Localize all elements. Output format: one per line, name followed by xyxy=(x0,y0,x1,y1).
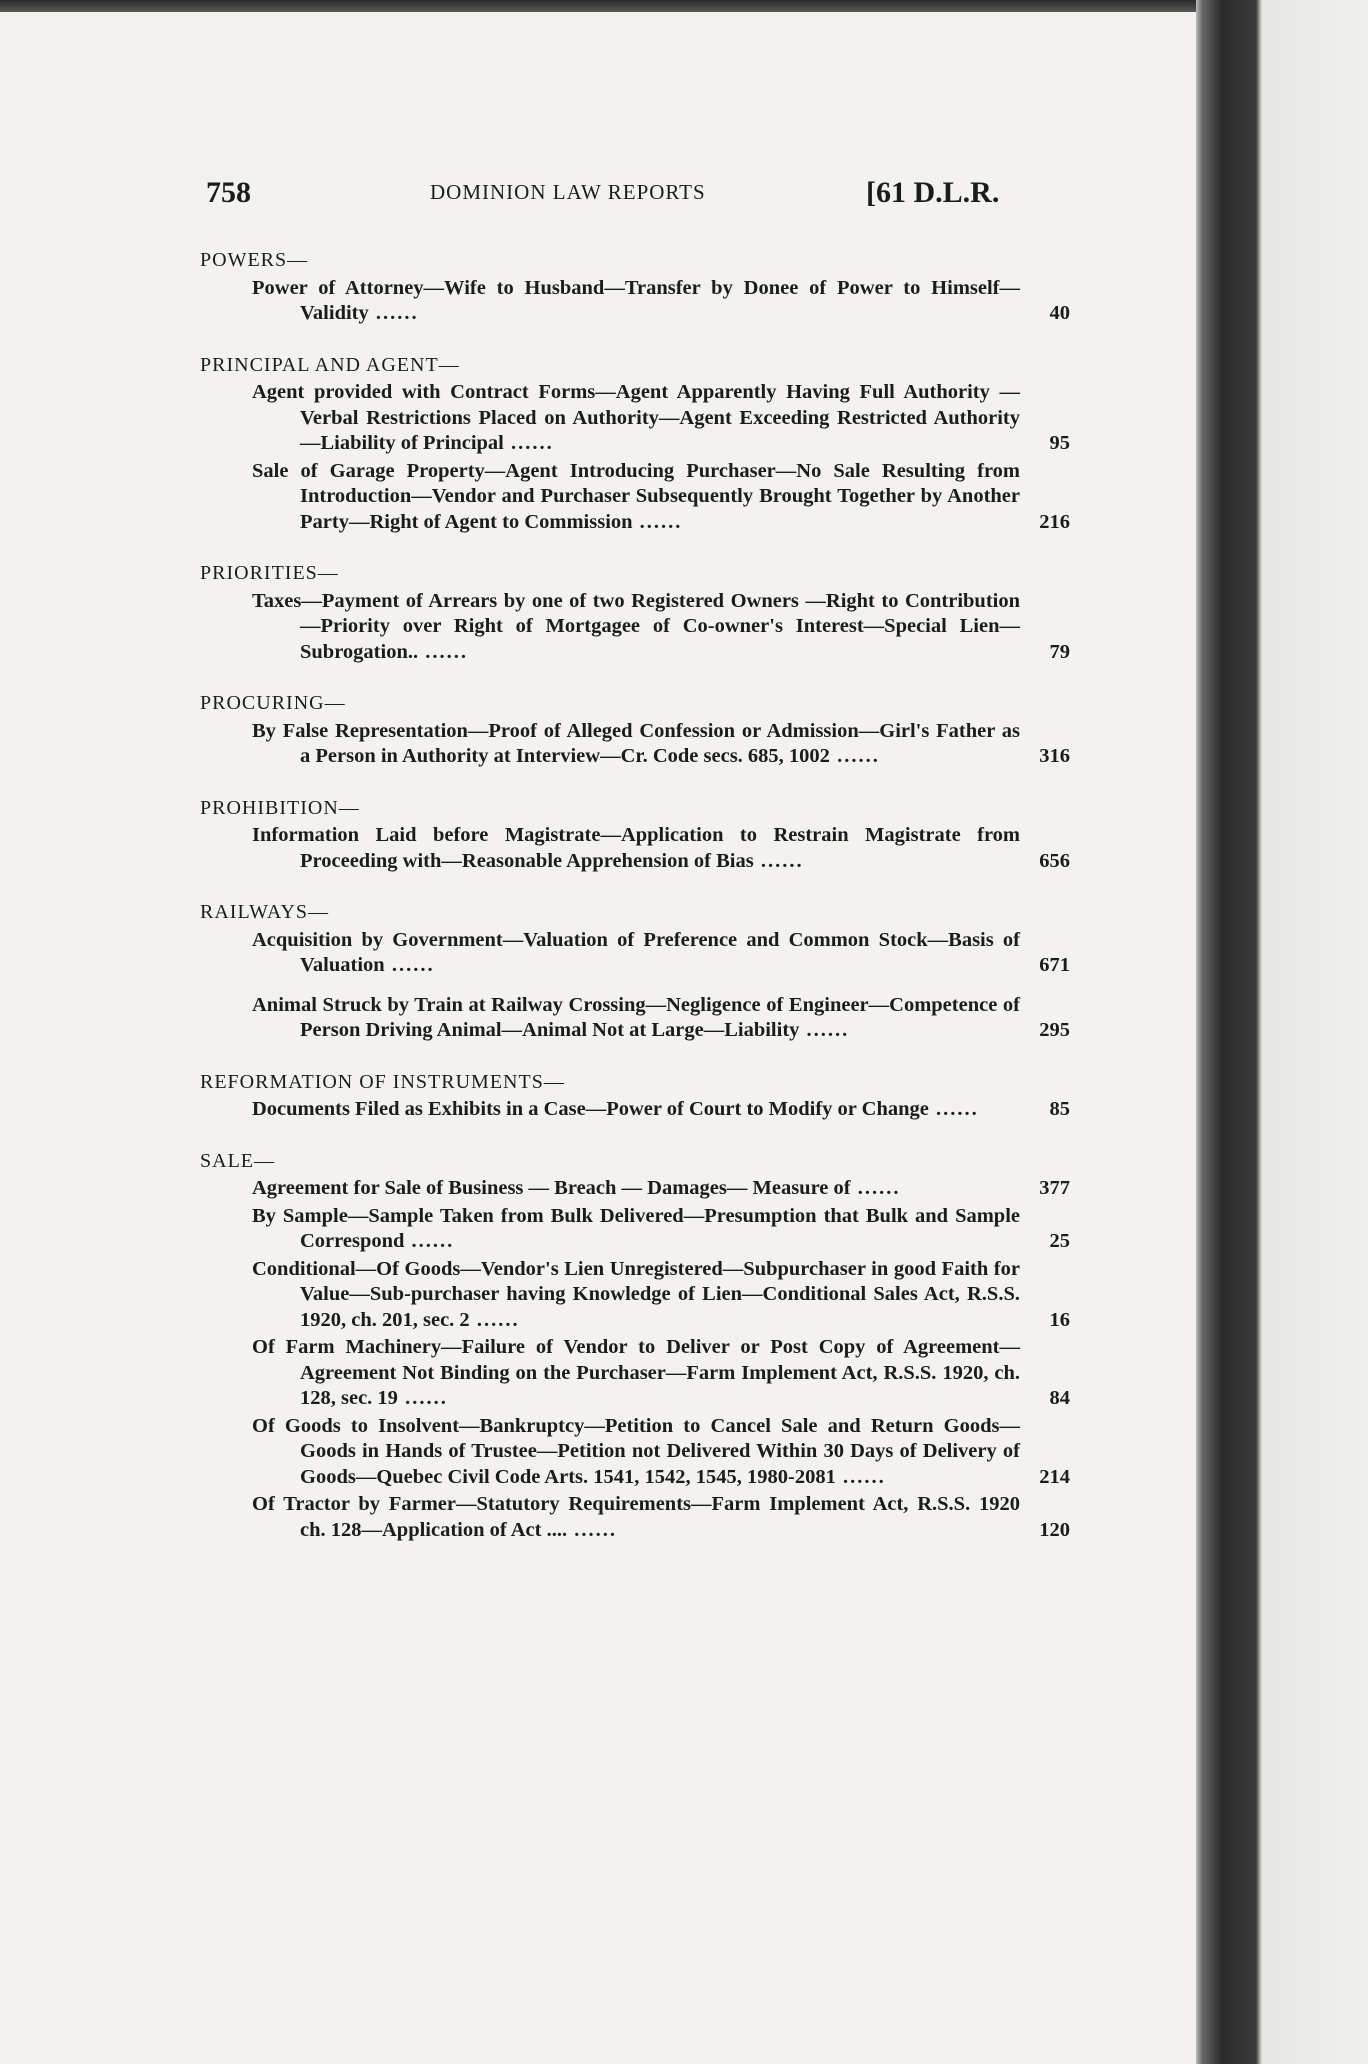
entry-page-number: 214 xyxy=(1039,1465,1070,1488)
entry-text: Conditional—Of Goods—Vendor's Lien Unregistered—Subpurchaser in good Faith for Value—Sub-purchaser having Knowledge of Lien—Conditional Sales Act, R.S.S. 1920, ch. 201, sec. 2 xyxy=(252,1257,1020,1331)
dot-leader: ...... xyxy=(368,302,419,324)
index-entry xyxy=(252,1176,1070,1202)
index-entry xyxy=(252,1492,1070,1543)
index-entry xyxy=(252,823,1070,874)
index-entry xyxy=(252,928,1070,979)
section-heading: RAILWAYS— xyxy=(200,901,330,923)
entry-text: Information Laid before Magistrate—Application to Restrain Magistrate from Proceeding with—Reasonable Apprehension of Bias xyxy=(252,824,1020,872)
entry-page-number: 40 xyxy=(1049,302,1070,324)
entry-text: By False Representation—Proof of Alleged Confession or Admission—Girl's Father as a Person in Authority at Interview—Cr. Code secs. 685, 1002 xyxy=(252,719,1020,767)
dot-leader: ...... xyxy=(753,849,804,872)
running-head xyxy=(200,170,1070,218)
section-heading: SALE— xyxy=(200,1149,275,1172)
entry-page-number: 84 xyxy=(1049,1387,1070,1409)
index-entry xyxy=(252,1414,1070,1491)
dot-leader: ...... xyxy=(503,432,554,454)
index-entry xyxy=(252,993,1070,1044)
index-entry xyxy=(252,589,1070,666)
index-entry xyxy=(252,1257,1070,1334)
index-section xyxy=(200,561,1070,665)
index-entry xyxy=(252,719,1070,770)
volume-reference: [61 D.L.R. xyxy=(866,176,1000,209)
index-entry xyxy=(252,1335,1070,1412)
entry-text: Animal Struck by Train at Railway Crossing—Negligence of Engineer—Competence of Person Driving Animal—Animal Not at Large—Liability xyxy=(252,993,1020,1041)
index-section xyxy=(200,1070,1070,1123)
dot-leader: ...... xyxy=(928,1098,979,1120)
index-section xyxy=(200,796,1070,875)
index-section xyxy=(200,691,1070,770)
index-entry xyxy=(252,1097,1070,1123)
entry-page-number: 120 xyxy=(1039,1518,1070,1541)
index-section xyxy=(200,900,1070,1044)
index-entry xyxy=(252,1204,1070,1255)
book-page xyxy=(200,170,1070,1569)
dot-leader: ...... xyxy=(632,510,683,533)
entry-text: Of Tractor by Farmer—Statutory Requirements—Farm Implement Act, R.S.S. 1920 ch. 128—Application of Act .... xyxy=(252,1493,1020,1541)
dot-leader: ...... xyxy=(850,1177,901,1199)
section-heading: POWERS— xyxy=(200,249,309,271)
entry-page-number: 671 xyxy=(1039,954,1070,976)
book-spine-shadow xyxy=(1196,0,1368,2064)
dot-leader: ...... xyxy=(397,1387,448,1409)
journal-title: DOMINION LAW REPORTS xyxy=(430,180,706,204)
entry-page-number: 95 xyxy=(1049,432,1070,454)
entry-page-number: 656 xyxy=(1039,849,1070,872)
dot-leader: ...... xyxy=(799,1019,850,1041)
dot-leader: ...... xyxy=(567,1518,617,1541)
entry-text: Power of Attorney—Wife to Husband—Transfer by Donee of Power to Himself—Validity xyxy=(252,276,1020,324)
dot-leader: ...... xyxy=(404,1230,455,1252)
page-number: 758 xyxy=(206,176,251,209)
entry-text: Taxes—Payment of Arrears by one of two Registered Owners —Right to Contribution—Priority over Right of Mortgagee of Co-owner's Interest—Special Lien—Subrogation.. xyxy=(252,589,1020,663)
section-heading: REFORMATION OF INSTRUMENTS— xyxy=(200,1070,565,1093)
index-entry xyxy=(252,276,1070,327)
entry-page-number: 316 xyxy=(1039,745,1070,767)
index-entry xyxy=(252,380,1070,457)
entry-text: Of Goods to Insolvent—Bankruptcy—Petition to Cancel Sale and Return Goods—Goods in Hands of Trustee—Petition not Delivered Within 30 Days of Delivery of Goods—Quebec Civil Code Arts. 1541, 1542, 1545, 1980-2081 xyxy=(252,1414,1020,1488)
entry-page-number: 85 xyxy=(1049,1098,1070,1120)
section-heading: PROHIBITION— xyxy=(200,796,360,819)
entry-text: By Sample—Sample Taken from Bulk Delivered—Presumption that Bulk and Sample Correspond xyxy=(252,1204,1020,1252)
entry-text: Of Farm Machinery—Failure of Vendor to Deliver or Post Copy of Agreement—Agreement Not Binding on the Purchaser—Farm Implement Act, R.S.S. 1920, ch. 128, sec. 19 xyxy=(252,1336,1020,1409)
dot-leader: ...... xyxy=(418,640,468,663)
index-entry xyxy=(252,459,1070,536)
section-heading: PRIORITIES— xyxy=(200,562,339,584)
entry-page-number: 16 xyxy=(1049,1308,1070,1331)
index-section xyxy=(200,353,1070,536)
entry-text: Documents Filed as Exhibits in a Case—Power of Court to Modify or Change xyxy=(252,1098,929,1120)
entry-page-number: 216 xyxy=(1039,510,1070,533)
subject-index xyxy=(200,248,1070,1543)
dot-leader: ...... xyxy=(469,1308,520,1331)
dot-leader: ...... xyxy=(829,745,880,767)
page-top-edge xyxy=(0,0,1368,12)
section-heading: PRINCIPAL AND AGENT— xyxy=(200,353,460,376)
dot-leader: ...... xyxy=(835,1465,886,1488)
entry-text: Sale of Garage Property—Agent Introducing Purchaser—No Sale Resulting from Introduction—Vendor and Purchaser Subsequently Brought Together by Another Party—Right of Agent to Commission xyxy=(252,459,1020,533)
section-heading: PROCURING— xyxy=(200,692,346,714)
entry-page-number: 295 xyxy=(1039,1019,1070,1041)
entry-page-number: 25 xyxy=(1049,1230,1070,1252)
entry-page-number: 377 xyxy=(1039,1177,1070,1199)
dot-leader: ...... xyxy=(384,954,435,976)
index-section xyxy=(200,1149,1070,1544)
entry-page-number: 79 xyxy=(1049,640,1070,663)
entry-text: Agent provided with Contract Forms—Agent Apparently Having Full Authority — Verbal Restrictions Placed on Authority—Agent Exceeding Restricted Authority—Liability of Principal xyxy=(252,381,1020,454)
entry-text: Acquisition by Government—Valuation of Preference and Common Stock—Basis of Valuation xyxy=(252,928,1020,976)
entry-text: Agreement for Sale of Business — Breach — Damages— Measure of xyxy=(252,1177,851,1199)
index-section xyxy=(200,248,1070,327)
